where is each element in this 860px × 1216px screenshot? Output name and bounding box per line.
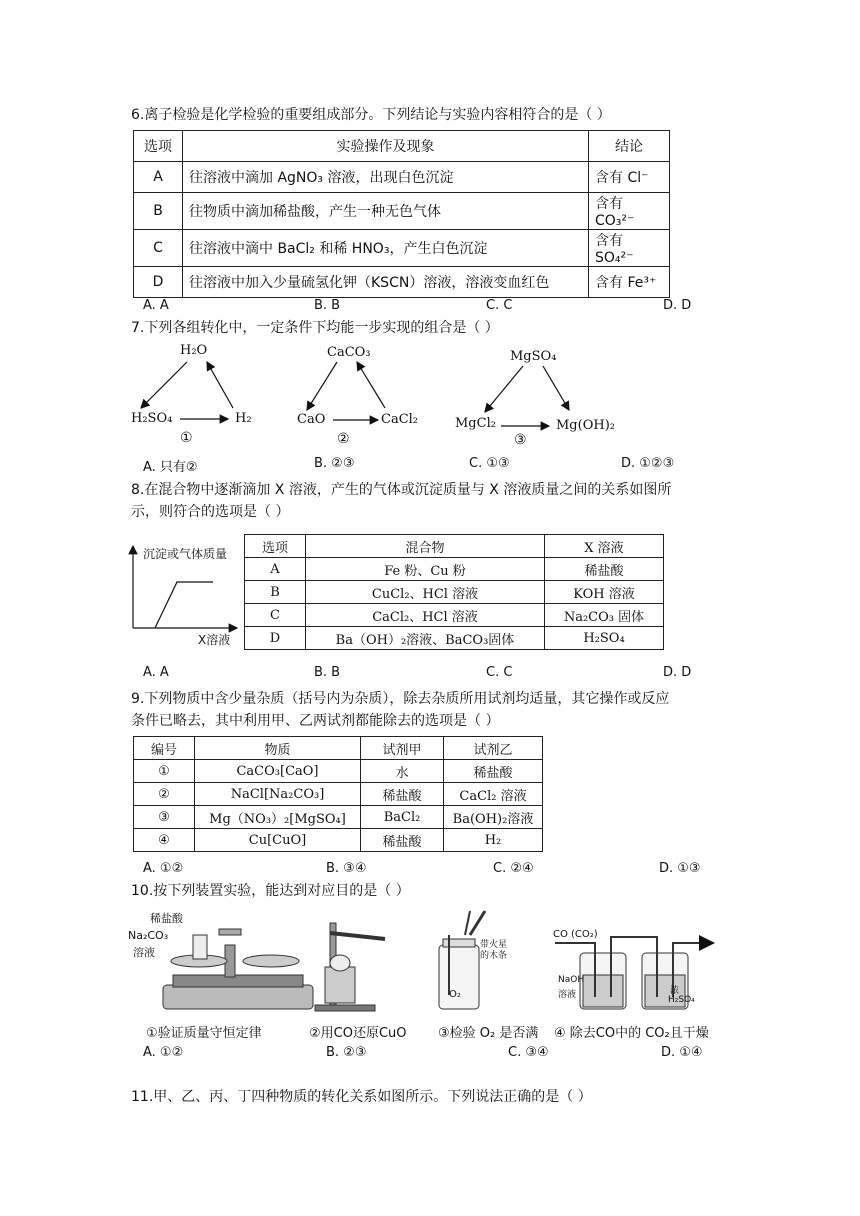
q9-row-substance: CaCO₃[CaO] — [195, 760, 361, 783]
q8-stem-line2: 示，则符合的选项是（ ） — [131, 504, 290, 520]
q6-row-conclusion: 含有 SO₄²⁻ — [589, 230, 670, 267]
table-row — [134, 162, 670, 193]
q8-header-mixture: 混合物 — [306, 535, 545, 558]
group-number-2: ② — [337, 431, 350, 447]
option-d[interactable]: D. ①②③ — [621, 456, 675, 471]
option-d[interactable]: D. D — [663, 298, 692, 313]
option-d[interactable]: D. ①③ — [659, 861, 701, 876]
q9-row-substance: NaCl[Na₂CO₃] — [195, 783, 361, 806]
q6-row-operation: 往溶液中滴中 BaCl₂ 和稀 HNO₃，产生白色沉淀 — [183, 230, 589, 267]
q6-row-option: C — [134, 230, 183, 267]
q9-row-reagent-b: Ba(OH)₂溶液 — [444, 806, 543, 829]
q9-stem-line2: 条件已略去，其中利用甲、乙两试剂都能除去的选项是（ ） — [131, 713, 500, 729]
q6-header-option: 选项 — [134, 131, 183, 162]
label-naoh-solution: 溶液 — [558, 990, 577, 1000]
option-a[interactable]: A. 只有② — [143, 460, 198, 475]
q6-row-operation: 往物质中滴加稀盐酸，产生一种无色气体 — [183, 193, 589, 230]
q6-row-operation: 往溶液中加入少量硫氢化钾（KSCN）溶液，溶液变血红色 — [183, 267, 589, 298]
arrow-mgso4-mgoh2 — [543, 366, 569, 410]
q9-row-reagent-b: CaCl₂ 溶液 — [444, 783, 543, 806]
q6-row-operation: 往溶液中滴加 AgNO₃ 溶液，出现白色沉淀 — [183, 162, 589, 193]
q6-row-option: B — [134, 193, 183, 230]
q8-row-option: B — [245, 581, 306, 604]
q7-diagrams — [125, 340, 725, 450]
option-a[interactable]: A. A — [143, 665, 169, 680]
option-c[interactable]: C. C — [486, 665, 513, 680]
arrow-h2-h2o — [207, 362, 233, 408]
q8-xlabel: X溶液 — [198, 633, 231, 647]
q6-table — [133, 130, 670, 298]
option-b[interactable]: B. ②③ — [326, 1045, 367, 1060]
arrow-h2o-h2so4 — [141, 362, 187, 408]
formula-h2: H₂ — [235, 411, 252, 426]
arrow-mgso4-mgcl2 — [485, 366, 523, 412]
q8-row-x: H₂SO₄ — [545, 627, 664, 650]
table-header-row — [245, 535, 664, 558]
option-d[interactable]: D. D — [663, 665, 692, 680]
q9-row-reagent-b: H₂ — [444, 829, 543, 852]
q9-row-reagent-b: 稀盐酸 — [444, 760, 543, 783]
q6-row-conclusion: 含有 Cl⁻ — [589, 162, 670, 193]
q6-header-operation: 实验操作及现象 — [183, 131, 589, 162]
q8-header-option: 选项 — [245, 535, 306, 558]
option-a[interactable]: A. ①② — [143, 1045, 184, 1060]
formula-cao: CaO — [297, 412, 326, 427]
heating-apparatus — [315, 923, 385, 1011]
q8-row-x: KOH 溶液 — [545, 581, 664, 604]
arrow-cacl2-caco3 — [357, 362, 385, 408]
q6-header-conclusion: 结论 — [589, 131, 670, 162]
table-row — [134, 760, 543, 783]
q8-row-mixture: Ba（OH）₂溶液、BaCO₃固体 — [306, 627, 545, 650]
gas-jar-apparatus — [439, 911, 485, 1009]
q6-row-conclusion: 含有 CO₃²⁻ — [589, 193, 670, 230]
table-row — [134, 829, 543, 852]
q8-row-x: 稀盐酸 — [545, 558, 664, 581]
label-na2co3: Na₂CO₃ — [128, 929, 169, 942]
option-a[interactable]: A. A — [143, 298, 169, 313]
formula-h2so4: H₂SO₄ — [131, 411, 173, 426]
q9-row-reagent-a: 稀盐酸 — [361, 829, 444, 852]
q9-row-reagent-a: 水 — [361, 760, 444, 783]
label-o2: O₂ — [449, 989, 461, 1000]
q6-stem: 6.离子检验是化学检验的重要组成部分。下列结论与实验内容相符合的是（ ） — [131, 107, 611, 123]
table-row — [134, 267, 670, 298]
q9-header-number: 编号 — [134, 737, 195, 760]
label-co-inlet: CO (CO₂) — [553, 929, 598, 940]
q9-row-number: ③ — [134, 806, 195, 829]
q8-table — [244, 534, 664, 650]
label-solution: 溶液 — [133, 946, 155, 959]
formula-mgcl2: MgCl₂ — [455, 416, 496, 431]
option-c[interactable]: C. ②④ — [493, 861, 534, 876]
q9-row-number: ② — [134, 783, 195, 806]
option-b[interactable]: B. B — [314, 665, 341, 680]
option-c[interactable]: C. ③④ — [508, 1045, 549, 1060]
q8-curve — [155, 582, 213, 628]
formula-mgoh2: Mg(OH)₂ — [556, 418, 615, 433]
table-row — [245, 558, 664, 581]
q9-row-number: ④ — [134, 829, 195, 852]
q8-row-option: A — [245, 558, 306, 581]
q8-row-mixture: CaCl₂、HCl 溶液 — [306, 604, 545, 627]
q8-row-mixture: CuCl₂、HCl 溶液 — [306, 581, 545, 604]
formula-caco3: CaCO₃ — [327, 345, 371, 360]
balance-apparatus — [163, 929, 313, 1009]
q9-header-reagent-a: 试剂甲 — [361, 737, 444, 760]
q8-ylabel: 沉淀或气体质量 — [143, 547, 228, 561]
q9-header-substance: 物质 — [195, 737, 361, 760]
q9-row-reagent-a: BaCl₂ — [361, 806, 444, 829]
option-b[interactable]: B. ②③ — [314, 456, 355, 471]
q9-row-substance: Cu[CuO] — [195, 829, 361, 852]
q9-table — [133, 736, 543, 852]
label-h2so4: H₂SO₄ — [668, 995, 695, 1005]
option-c[interactable]: C. ①③ — [469, 456, 510, 471]
arrow-caco3-cao — [307, 362, 337, 410]
q9-row-number: ① — [134, 760, 195, 783]
table-row — [134, 783, 543, 806]
caption-1: ①验证质量守恒定律 — [146, 1026, 262, 1041]
q8-row-x: Na₂CO₃ 固体 — [545, 604, 664, 627]
q6-row-conclusion: 含有 Fe³⁺ — [589, 267, 670, 298]
table-row — [245, 581, 664, 604]
q8-stem-line1: 8.在混合物中逐渐滴加 X 溶液，产生的气体或沉淀质量与 X 溶液质量之间的关系如图所 — [131, 482, 672, 498]
caption-4: ④ 除去CO中的 CO₂且干燥 — [554, 1026, 709, 1041]
label-concentrated: 浓 — [670, 986, 680, 996]
q8-row-option: C — [245, 604, 306, 627]
table-row — [245, 627, 664, 650]
q9-row-substance: Mg（NO₃）₂[MgSO₄] — [195, 806, 361, 829]
table-row — [134, 806, 543, 829]
q6-row-option: A — [134, 162, 183, 193]
group-number-3: ③ — [514, 432, 527, 448]
q10-apparatus — [125, 905, 725, 1020]
label-dilute-hcl: 稀盐酸 — [150, 912, 183, 925]
table-row — [134, 230, 670, 267]
q9-row-reagent-a: 稀盐酸 — [361, 783, 444, 806]
table-header-row — [134, 131, 670, 162]
q9-stem-line1: 9.下列物质中含少量杂质（括号内为杂质），除去杂质所用试剂均适量，其它操作或反应 — [131, 691, 670, 707]
option-d[interactable]: D. ①④ — [661, 1045, 703, 1060]
caption-2: ②用CO还原CuO — [309, 1026, 407, 1041]
q10-stem: 10.按下列装置实验，能达到对应目的是（ ） — [131, 883, 410, 899]
q9-header-reagent-b: 试剂乙 — [444, 737, 543, 760]
table-row — [134, 193, 670, 230]
q8-row-option: D — [245, 627, 306, 650]
formula-h2o: H₂O — [180, 343, 208, 358]
q7-stem: 7.下列各组转化中，一定条件下均能一步实现的组合是（ ） — [131, 320, 499, 336]
option-c[interactable]: C. C — [486, 298, 513, 313]
option-a[interactable]: A. ①② — [143, 861, 184, 876]
table-header-row — [134, 737, 543, 760]
caption-3: ③检验 O₂ 是否满 — [438, 1026, 539, 1041]
option-b[interactable]: B. B — [314, 298, 341, 313]
label-naoh: NaOH — [558, 975, 585, 985]
label-glowing-stick: 带火星的木条 — [480, 940, 508, 961]
option-b[interactable]: B. ③④ — [326, 861, 367, 876]
group-number-1: ① — [180, 430, 193, 446]
formula-mgso4: MgSO₄ — [510, 349, 557, 364]
formula-cacl2: CaCl₂ — [381, 412, 419, 427]
table-row — [245, 604, 664, 627]
q8-row-mixture: Fe 粉、Cu 粉 — [306, 558, 545, 581]
q11-stem: 11.甲、乙、丙、丁四种物质的转化关系如图所示。下列说法正确的是（ ） — [131, 1089, 592, 1105]
q6-row-option: D — [134, 267, 183, 298]
q8-header-x: X 溶液 — [545, 535, 664, 558]
